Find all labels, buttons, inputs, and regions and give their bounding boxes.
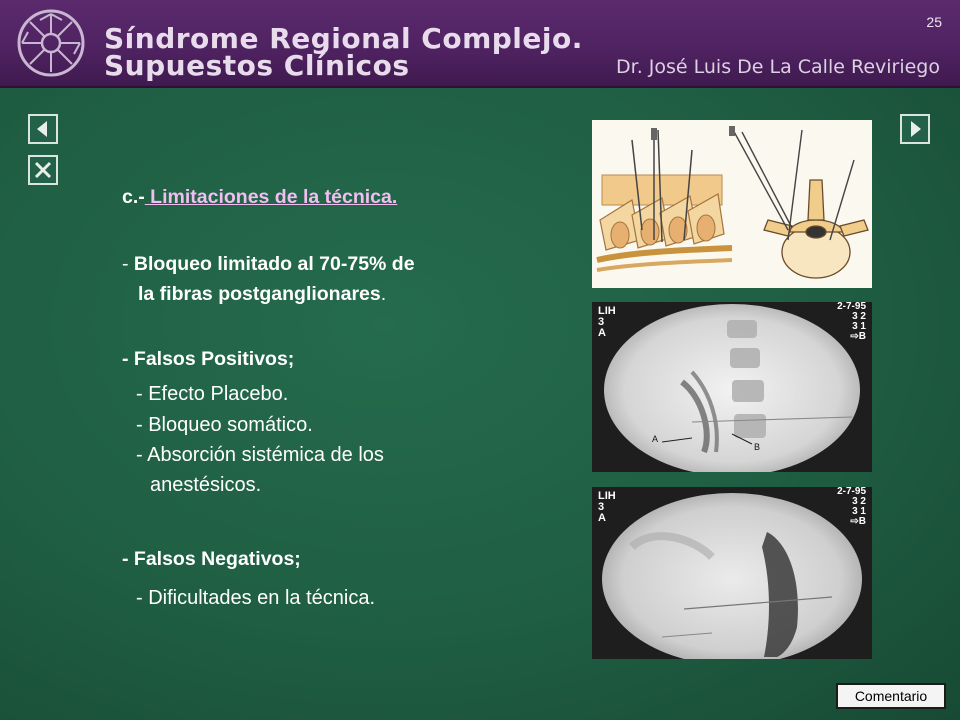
xray1-label-date: 2-7-95 <box>837 302 866 312</box>
xray1-label-32: 3 2 <box>852 311 866 322</box>
pos-item-somatic: - Bloqueo somático. <box>136 414 313 436</box>
pos-item-absorption-cont: anestésicos. <box>150 474 262 496</box>
spine-needle-drawing <box>592 120 872 288</box>
xray1-marker-b: B <box>754 442 761 452</box>
xray1-marker-a: A <box>652 434 659 444</box>
xray1-label-a: A <box>598 327 606 339</box>
neuron-logo-icon <box>12 6 90 80</box>
item1-text2: la fibras postganglionares <box>138 283 381 305</box>
next-slide-button[interactable] <box>900 114 930 144</box>
close-icon <box>30 157 56 183</box>
xray2-label-b: ⇨B <box>850 516 866 527</box>
heading-prefix: c.- <box>122 186 145 208</box>
header-author: Dr. José Luis De La Calle Reviriego <box>616 56 940 78</box>
xray1-label-3: 3 <box>598 316 605 328</box>
item1-text: Bloqueo limitado al 70-75% de <box>133 253 415 275</box>
slide-number: 25 <box>926 14 942 30</box>
section-heading <box>122 186 397 209</box>
xray1-label-b: ⇨B <box>850 331 866 342</box>
header-title-line1: Síndrome Regional Complejo. <box>104 22 583 55</box>
previous-slide-button[interactable] <box>28 114 58 144</box>
xray-image-2 <box>592 487 872 659</box>
close-slide-button[interactable] <box>28 155 58 185</box>
anatomy-illustration <box>592 120 872 288</box>
xray2-label-31: 3 1 <box>852 506 866 517</box>
xray1-label-left <box>598 306 616 339</box>
false-negatives-heading: - Falsos Negativos; <box>122 548 301 570</box>
xray2-label-date: 2-7-95 <box>837 487 866 497</box>
item1-line1 <box>122 253 415 276</box>
xray2-label-32: 3 2 <box>852 496 866 507</box>
xray2-label-3: 3 <box>598 501 605 513</box>
arrow-left-icon <box>30 116 56 142</box>
xray2-label-lih: LIH <box>598 490 616 502</box>
arrow-right-icon <box>902 116 928 142</box>
xray1-label-31: 3 1 <box>852 321 866 332</box>
xray2-label-right <box>837 487 866 527</box>
xray1-label-lih: LIH <box>598 305 616 317</box>
heading-title: Limitaciones de la técnica. <box>144 186 398 208</box>
xray-1-drawing <box>592 302 872 472</box>
xray2-label-a: A <box>598 512 606 524</box>
false-positives-heading: - Falsos Positivos; <box>122 348 295 370</box>
pos-item-absorption: - Absorción sistémica de los <box>136 444 384 466</box>
comment-button[interactable]: Comentario <box>836 683 946 709</box>
item1-dash: - <box>122 253 134 275</box>
slide-header <box>0 0 960 88</box>
pos-item-placebo: - Efecto Placebo. <box>136 383 289 405</box>
neg-item-difficulties: - Dificultades en la técnica. <box>136 587 376 609</box>
xray1-label-right <box>837 302 866 342</box>
item1-end: . <box>380 283 387 305</box>
xray-image-1 <box>592 302 872 472</box>
xray2-label-left <box>598 491 616 524</box>
item1-line2 <box>138 283 386 306</box>
header-title-line2: Supuestos Clínicos <box>104 49 410 82</box>
xray-2-drawing <box>592 487 872 659</box>
